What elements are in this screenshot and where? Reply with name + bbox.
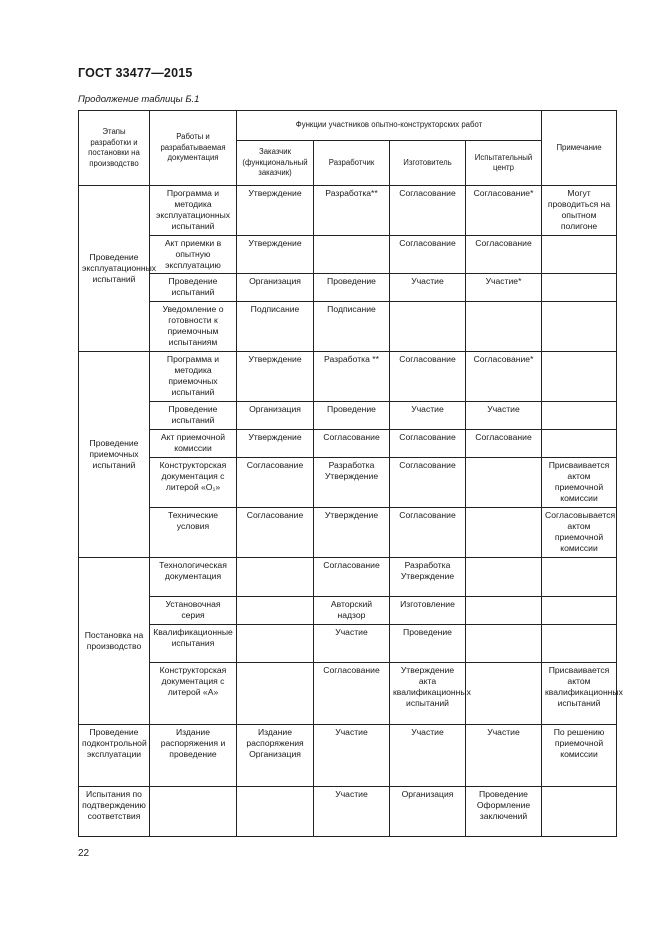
stage-acceptance-tests: Проведение приемочных испытаний <box>79 352 150 558</box>
manufacturer-cell: Проведение <box>390 625 466 663</box>
note-cell <box>542 402 617 430</box>
developer-cell: Авторский надзор <box>314 597 390 625</box>
developer-cell: Согласование <box>314 558 390 597</box>
work-cell: Технологическая документация <box>150 558 237 597</box>
table-row <box>79 558 617 597</box>
manufacturer-cell: Разработка Утверждение <box>390 558 466 597</box>
work-cell: Установочная серия <box>150 597 237 625</box>
manufacturer-cell: Согласование <box>390 508 466 558</box>
work-cell: Акт приемки в опытную эксплуатацию <box>150 236 237 274</box>
developer-cell: Согласование <box>314 430 390 458</box>
work-cell: Конструкторская документация с литерой «О₁» <box>150 458 237 508</box>
testcenter-cell: Участие* <box>466 274 542 302</box>
developer-cell: Проведение <box>314 402 390 430</box>
customer-cell <box>237 558 314 597</box>
testcenter-cell: Участие <box>466 725 542 787</box>
testcenter-cell <box>466 458 542 508</box>
note-cell <box>542 625 617 663</box>
note-cell: Согласовывается актом приемочной комиссии <box>542 508 617 558</box>
header-manufacturer: Изготовитель <box>390 141 466 186</box>
note-cell: Присваивается актом квалификационных испытаний <box>542 663 617 725</box>
table-row <box>79 458 617 508</box>
developer-cell: Разработка ** <box>314 352 390 402</box>
customer-cell: Утверждение <box>237 430 314 458</box>
developer-cell: Подписание <box>314 302 390 352</box>
developer-cell: Участие <box>314 787 390 837</box>
testcenter-cell: Согласование* <box>466 186 542 236</box>
table-caption: Продолжение таблицы Б.1 <box>78 94 200 105</box>
work-cell: Программа и методика приемочных испытаний <box>150 352 237 402</box>
manufacturer-cell: Согласование <box>390 186 466 236</box>
developer-cell: Проведение <box>314 274 390 302</box>
customer-cell: Утверждение <box>237 186 314 236</box>
stage-conformity-tests: Испытания по подтверждению соответствия <box>79 787 150 837</box>
developer-cell <box>314 236 390 274</box>
document-title: ГОСТ 33477—2015 <box>78 66 193 80</box>
customer-cell <box>237 787 314 837</box>
note-cell <box>542 597 617 625</box>
header-functions: Функции участников опытно-конструкторских работ <box>237 111 542 141</box>
testcenter-cell: Проведение Оформление заключений <box>466 787 542 837</box>
customer-cell <box>237 625 314 663</box>
header-stages: Этапы разработки и постановки на производство <box>79 111 150 186</box>
work-cell: Акт приемочной комиссии <box>150 430 237 458</box>
table-row <box>79 274 617 302</box>
testcenter-cell: Согласование <box>466 236 542 274</box>
table-row <box>79 663 617 725</box>
header-developer: Разработчик <box>314 141 390 186</box>
note-cell <box>542 430 617 458</box>
main-table <box>78 110 623 837</box>
table-row <box>79 725 617 787</box>
customer-cell <box>237 597 314 625</box>
table-row <box>79 236 617 274</box>
note-cell <box>542 352 617 402</box>
customer-cell: Издание распоряжения Организация <box>237 725 314 787</box>
manufacturer-cell: Участие <box>390 725 466 787</box>
manufacturer-cell: Изготовление <box>390 597 466 625</box>
testcenter-cell: Согласование* <box>466 352 542 402</box>
note-cell <box>542 236 617 274</box>
work-cell: Издание распоряжения и проведение <box>150 725 237 787</box>
work-cell: Проведение испытаний <box>150 274 237 302</box>
header-works: Работы и разрабатываемая документация <box>150 111 237 186</box>
work-cell <box>150 787 237 837</box>
testcenter-cell <box>466 625 542 663</box>
testcenter-cell <box>466 302 542 352</box>
developer-cell: Разработка** <box>314 186 390 236</box>
manufacturer-cell <box>390 302 466 352</box>
developer-cell: Согласование <box>314 663 390 725</box>
customer-cell: Подписание <box>237 302 314 352</box>
header-customer: Заказчик (функциональный заказчик) <box>237 141 314 186</box>
table-row <box>79 508 617 558</box>
testcenter-cell: Участие <box>466 402 542 430</box>
work-cell: Квалификационные испытания <box>150 625 237 663</box>
manufacturer-cell: Согласование <box>390 430 466 458</box>
header-note: Примечание <box>542 111 617 186</box>
note-cell <box>542 787 617 837</box>
work-cell: Конструкторская документация с литерой «А» <box>150 663 237 725</box>
work-cell: Технические условия <box>150 508 237 558</box>
note-cell: Могут проводиться на опытном полигоне <box>542 186 617 236</box>
table-row <box>79 186 617 236</box>
testcenter-cell: Согласование <box>466 430 542 458</box>
customer-cell: Организация <box>237 402 314 430</box>
note-cell: По решению приемочной комиссии <box>542 725 617 787</box>
customer-cell: Организация <box>237 274 314 302</box>
customer-cell <box>237 663 314 725</box>
header-testcenter: Испытательный центр <box>466 141 542 186</box>
testcenter-cell <box>466 663 542 725</box>
stage-operational-tests: Проведение эксплуатационных испытаний <box>79 186 150 352</box>
stage-production: Постановка на производство <box>79 558 150 725</box>
table-row <box>79 597 617 625</box>
note-cell <box>542 302 617 352</box>
table-row <box>79 352 617 402</box>
manufacturer-cell: Согласование <box>390 458 466 508</box>
stage-controlled-operation: Проведение подконтрольной эксплуатации <box>79 725 150 787</box>
testcenter-cell <box>466 508 542 558</box>
work-cell: Проведение испытаний <box>150 402 237 430</box>
customer-cell: Согласование <box>237 508 314 558</box>
developer-cell: Утверждение <box>314 508 390 558</box>
developer-cell: Участие <box>314 725 390 787</box>
table-row <box>79 430 617 458</box>
note-cell <box>542 558 617 597</box>
work-cell: Программа и методика эксплуатационных испытаний <box>150 186 237 236</box>
customer-cell: Согласование <box>237 458 314 508</box>
testcenter-cell <box>466 597 542 625</box>
manufacturer-cell: Утверждение акта квалификационных испытаний <box>390 663 466 725</box>
customer-cell: Утверждение <box>237 352 314 402</box>
note-cell: Присваивается актом приемочной комиссии <box>542 458 617 508</box>
customer-cell: Утверждение <box>237 236 314 274</box>
manufacturer-cell: Организация <box>390 787 466 837</box>
developer-cell: Участие <box>314 625 390 663</box>
manufacturer-cell: Согласование <box>390 352 466 402</box>
table-row <box>79 787 617 837</box>
developer-cell: Разработка Утверждение <box>314 458 390 508</box>
page-number: 22 <box>78 848 90 859</box>
table-row <box>79 302 617 352</box>
manufacturer-cell: Согласование <box>390 236 466 274</box>
testcenter-cell <box>466 558 542 597</box>
table-row <box>79 625 617 663</box>
manufacturer-cell: Участие <box>390 402 466 430</box>
manufacturer-cell: Участие <box>390 274 466 302</box>
work-cell: Уведомление о готовности к приемочным испытаниям <box>150 302 237 352</box>
note-cell <box>542 274 617 302</box>
table-row <box>79 402 617 430</box>
